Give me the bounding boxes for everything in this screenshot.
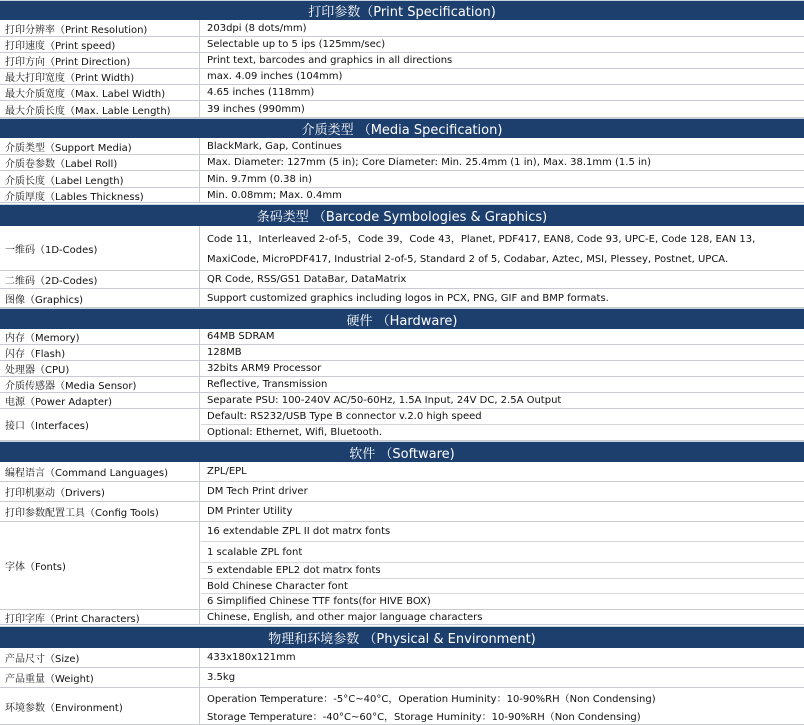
spec-label: 字体（Fonts) [0,522,200,609]
spec-label: 一维码（1D-Codes) [0,226,200,270]
spec-values [201,37,804,52]
spec-value: 16 extendable ZPL II dot matrx fonts [201,522,804,542]
spec-label: 打印字库（Print Characters) [0,610,200,624]
spec-values [201,610,804,624]
spec-values [201,85,804,100]
spec-values [201,668,804,687]
spec-row [0,289,804,308]
spec-values [201,289,804,307]
spec-label: 二维码（2D-Codes) [0,271,200,288]
spec-row [0,688,804,725]
section-header-media: 介质类型 （Media Specification) [0,118,804,138]
spec-value: Code 11，Interleaved 2-of-5，Code 39，Code 43，Planet, PDF417, EAN8, Code 93, UPC-E, Code 128, EAN 13, [207,233,756,245]
spec-row [0,482,804,502]
spec-values [201,155,804,170]
spec-row [0,101,804,118]
spec-value: Selectable up to 5 ips (125mm/sec) [207,39,386,50]
spec-value: 39 inches (990mm) [207,103,305,115]
spec-value: 203dpi (8 dots/mm) [207,22,307,34]
spec-value: Storage Temperature：-40°C~60°C，Storage Huminity：10-90%RH（Non Condensing) [207,711,641,723]
spec-value: Chinese, English, and other major language characters [207,611,483,623]
spec-row [0,271,804,289]
spec-label: 介质卷参数（Label Roll) [0,155,200,170]
section-header-barcode: 条码类型 （Barcode Symbologies & Graphics) [0,204,804,226]
spec-row [0,226,804,271]
spec-label: 最大介质长度（Max. Lable Length) [0,101,200,117]
spec-value: MaxiCode, MicroPDF417, Industrial 2-of-5, Standard 2 of 5, Codabar, Aztec, MSI, Plessey, Postnet, UPCA. [207,253,729,265]
spec-label: 最大打印宽度（Print Width) [0,69,200,84]
spec-row [0,69,804,85]
spec-value: 1 scalable ZPL font [201,542,804,563]
spec-row [0,138,804,155]
spec-label: 介质长度（Label Length) [0,171,200,187]
spec-row [0,502,804,522]
section-header-hardware: 硬件 （Hardware) [0,308,804,329]
spec-value: 128MB [207,347,242,358]
spec-label: 介质厚度（Lables Thickness) [0,188,200,202]
spec-values [201,482,804,501]
section-header-software: 软件 （Software) [0,441,804,462]
spec-value: Support customized graphics including logos in PCX, PNG, GIF and BMP formats. [207,292,609,304]
spec-values [201,462,804,481]
spec-row [0,345,804,361]
spec-value: max. 4.09 inches (104mm) [207,71,343,82]
spec-value: Default: RS232/USB Type B connector v.2.0 high speed [201,409,804,425]
spec-values [201,226,804,270]
spec-value: Optional: Ethernet, Wifi, Bluetooth. [207,427,383,438]
spec-value: Print text, barcodes and graphics in all directions [207,55,453,66]
spec-value: DM Tech Print driver [207,486,308,497]
spec-label: 闪存（Flash) [0,345,200,360]
spec-values [201,688,804,724]
spec-label: 接口（Interfaces) [0,409,200,440]
spec-label: 介质传感器（Media Sensor) [0,377,200,392]
spec-row [0,610,804,625]
spec-value: Bold Chinese Character font [201,579,804,594]
spec-label: 图像（Graphics) [0,289,200,307]
spec-row [0,409,804,441]
spec-label: 电源（Power Adapter) [0,393,200,408]
spec-value: Max. Diameter: 127mm (5 in); Core Diameter: Min. 25.4mm (1 in), Max. 38.1mm (1.5 in) [207,157,652,168]
spec-values [201,53,804,68]
spec-value: Separate PSU: 100-240V AC/50-60Hz, 1.5A Input, 24V DC, 2.5A Output [207,395,562,406]
spec-values [201,502,804,521]
spec-value: Min. 9.7mm (0.38 in) [207,173,313,185]
spec-row [0,393,804,409]
spec-value: 3.5kg [207,672,236,683]
spec-values [201,329,804,344]
spec-row [0,188,804,203]
spec-values [201,69,804,84]
spec-values [201,393,804,408]
spec-values [201,522,804,609]
spec-value: Reflective, Transmission [207,379,328,390]
spec-value: Min. 0.08mm; Max. 0.4mm [207,189,342,201]
spec-label: 打印参数配置工具（Config Tools) [0,502,200,521]
spec-value: DM Printer Utility [207,506,293,517]
spec-row [0,85,804,101]
spec-value: 64MB SDRAM [207,331,275,342]
spec-value: 6 Simplified Chinese TTF fonts(for HIVE BOX) [207,596,431,607]
section-header-print: 打印参数（Print Specification) [0,0,804,20]
spec-value: QR Code, RSS/GS1 DataBar, DataMatrix [207,274,407,285]
spec-value: 32bits ARM9 Processor [207,363,322,374]
spec-label: 内存（Memory) [0,329,200,344]
spec-label: 处理器（CPU) [0,361,200,376]
spec-label: 编程语言（Command Languages) [0,462,200,481]
spec-values [201,188,804,202]
spec-value: 4.65 inches (118mm) [207,87,315,98]
spec-row [0,377,804,393]
spec-values [201,138,804,154]
spec-row [0,53,804,69]
spec-row [0,329,804,345]
spec-values [201,171,804,187]
spec-values [201,409,804,440]
section-header-physical: 物理和环境参数 （Physical & Environment) [0,626,804,648]
spec-row [0,37,804,53]
spec-values [201,101,804,117]
spec-values [201,361,804,376]
spec-values [201,271,804,288]
spec-label: 介质类型（Support Media) [0,138,200,154]
spec-row [0,171,804,188]
spec-label: 打印方向（Print Direction) [0,53,200,68]
spec-row [0,522,804,610]
spec-label: 打印机驱动（Drivers) [0,482,200,501]
spec-value: ZPL/EPL [207,466,247,477]
spec-row [0,20,804,37]
spec-row [0,462,804,482]
spec-label: 环境参数（Environment) [0,688,200,724]
spec-value: 5 extendable EPL2 dot matrx fonts [201,563,804,579]
spec-values [201,377,804,392]
spec-row [0,361,804,377]
spec-label: 打印分辨率（Print Resolution) [0,20,200,36]
spec-row [0,155,804,171]
spec-label: 打印速度（Print speed) [0,37,200,52]
spec-row [0,648,804,668]
spec-value: Operation Temperature：-5°C~40°C，Operation Huminity：10-90%RH（Non Condensing) [207,693,656,705]
spec-values [201,20,804,36]
spec-value: BlackMark, Gap, Continues [207,140,342,152]
spec-label: 产品尺寸（Size) [0,648,200,667]
spec-label: 最大介质宽度（Max. Label Width) [0,85,200,100]
spec-values [201,345,804,360]
spec-values [201,648,804,667]
spec-row [0,668,804,688]
spec-value: 433x180x121mm [207,652,296,663]
spec-label: 产品重量（Weight) [0,668,200,687]
